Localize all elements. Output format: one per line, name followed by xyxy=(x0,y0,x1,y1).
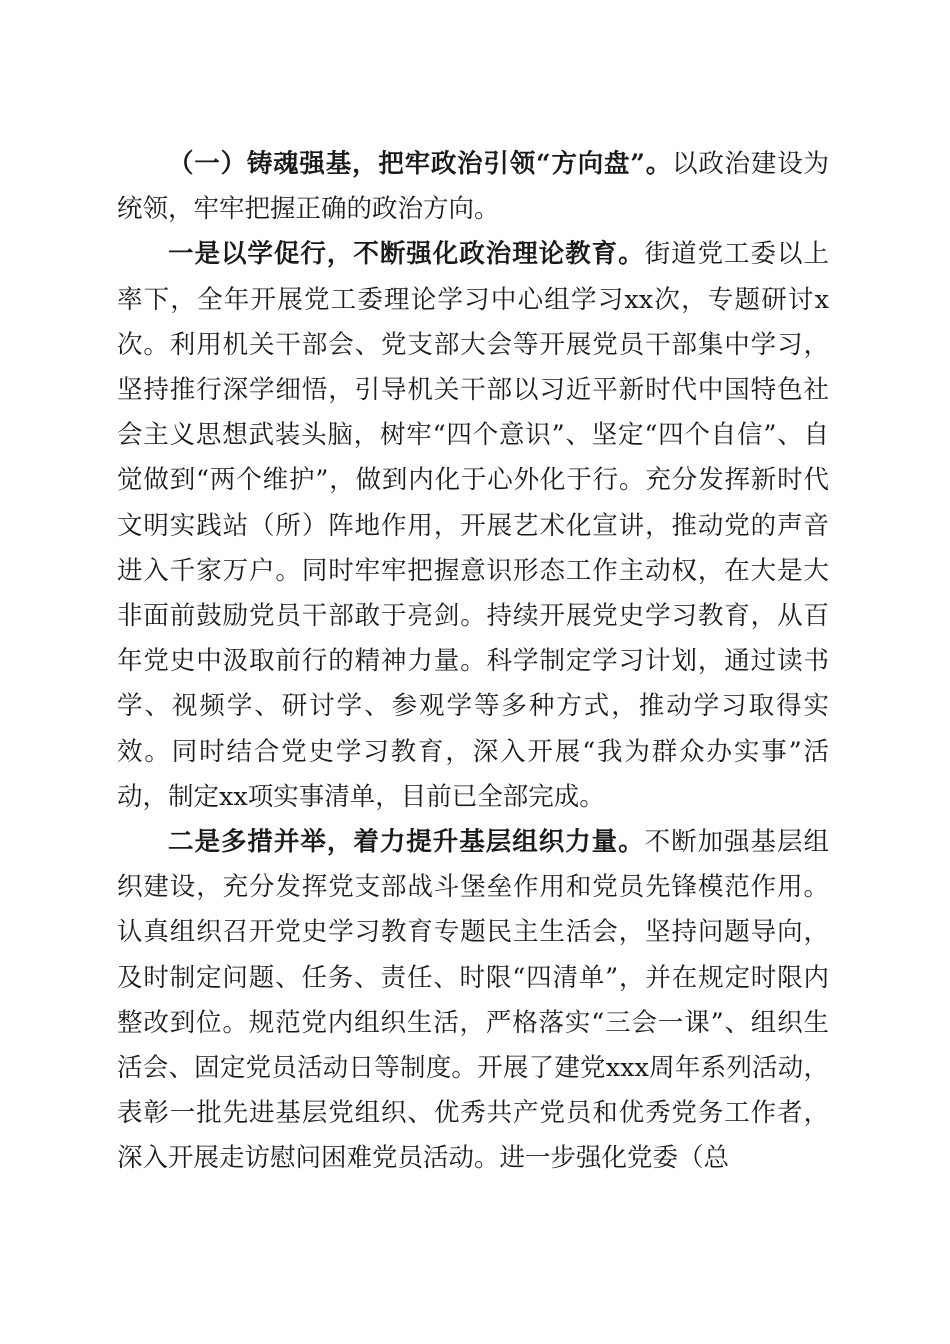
paragraph-lead: 一是以学促行，不断强化政治理论教育。 xyxy=(168,239,645,270)
paragraph-lead: （一）铸魂强基，把牢政治引领“方向盘”。 xyxy=(168,149,673,179)
paragraph-theory-education xyxy=(117,232,829,820)
paragraph-lead: 二是多措并举，着力提升基层组织力量。 xyxy=(168,827,645,858)
paragraph-grassroots-organization xyxy=(117,820,829,1182)
paragraph-body: 街道党工委以上率下，全年开展党工委理论学习中心组学习xx次，专题研讨x次。利用机关干部会、党支部大会等开展党员干部集中学习，坚持推行深学细悟，引导机关干部以习近平新时代中国特色社会主义思想武装头脑，树牢“四个意识”、坚定“四个自信”、自觉做到“两个维护”，做到内化于心外化于行。充分发挥新时代文明实践站（所）阵地作用，开展艺术化宣讲，推动党的声音进入千家万户。同时牢牢把握意识形态工作主动权，在大是大非面前鼓励党员干部敢于亮剑。持续开展党史学习教育，从百年党史中汲取前行的精神力量。科学制定学习计划，通过读书学、视频学、研讨学、参观学等多种方式，推动学习取得实效。同时结合党史学习教育，深入开展“我为群众办实事”活动，制定xx项实事清单，目前已全部完成。 xyxy=(117,239,829,812)
paragraph-body: 不断加强基层组织建设，充分发挥党支部战斗堡垒作用和党员先锋模范作用。认真组织召开党史学习教育专题民主生活会，坚持问题导向，及时制定问题、任务、责任、时限“四清单”，并在规定时限内整改到位。规范党内组织生活，严格落实“三会一课”、组织生活会、固定党员活动日等制度。开展了建党xxx周年系列活动，表彰一批先进基层党组织、优秀共产党员和优秀党务工作者，深入开展走访慰问困难党员活动。进一步强化党委（总 xyxy=(117,827,829,1174)
paragraph-body: 以政治建设为统领，牢牢把握正确的政治方向。 xyxy=(117,149,829,225)
document-body xyxy=(117,142,829,1182)
paragraph-political-guidance xyxy=(117,142,829,232)
